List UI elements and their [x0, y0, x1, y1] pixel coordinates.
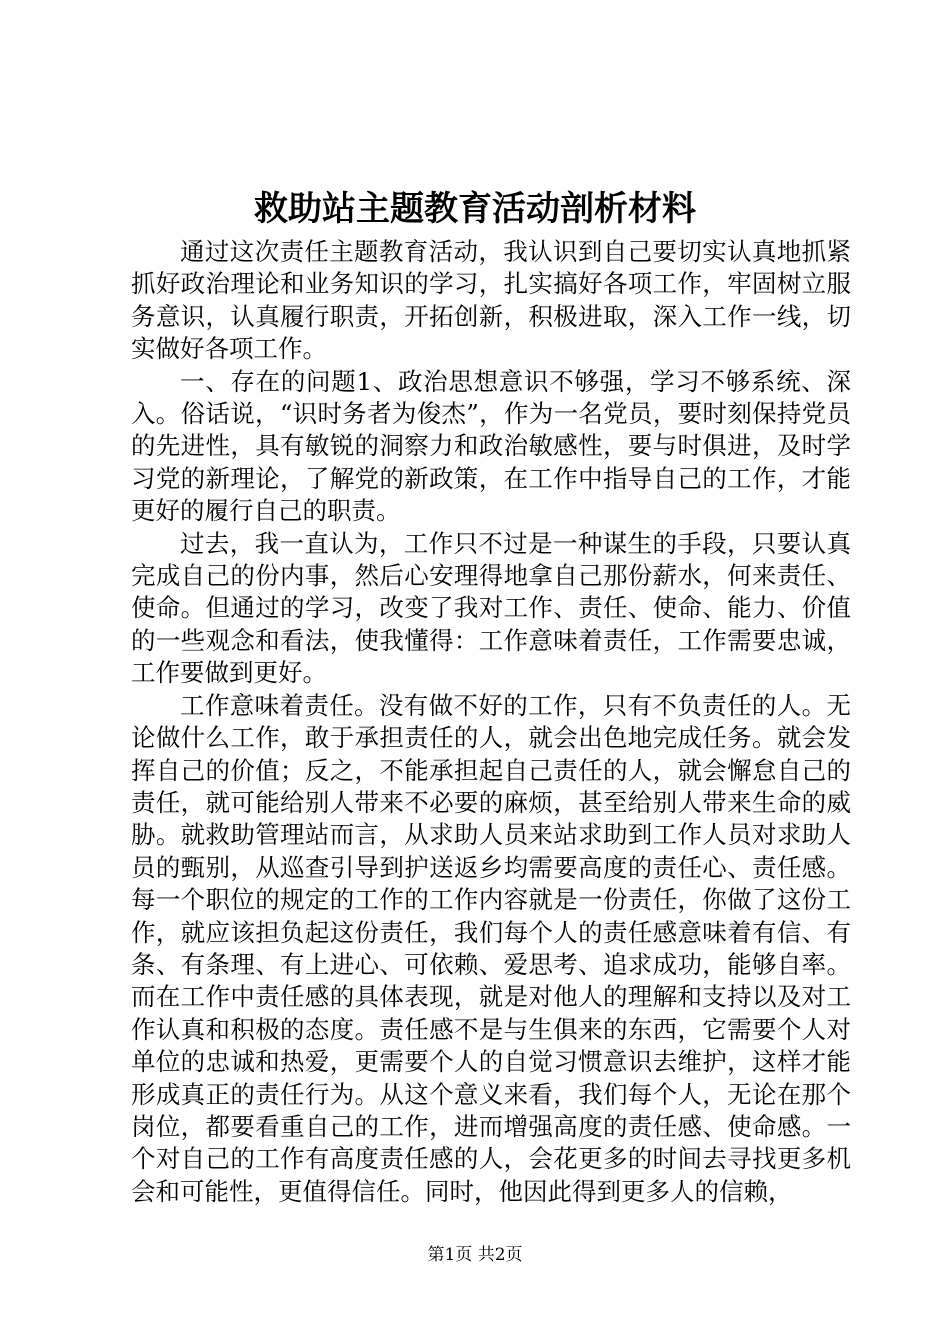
paragraph-intro: 通过这次责任主题教育活动，我认识到自己要切实认真地抓紧抓好政治理论和业务知识的学习，扎实搞好各项工作，牢固树立服务意识，认真履行职责，开拓创新，积极进取，深入工作一线，切实做好各项工作。 — [131, 237, 851, 364]
document-title: 救助站主题教育活动剖析材料 — [254, 189, 696, 229]
page-number-footer: 第1页 共2页 — [427, 1245, 523, 1265]
paragraph-past: 过去，我一直认为，工作只不过是一种谋生的手段，只要认真完成自己的份内事，然后心安理得地拿自己那份薪水，何来责任、使命。但通过的学习，改变了我对工作、责任、使命、能力、价值的一些观念和看法，使我懂得：工作意味着责任，工作需要忠诚，工作要做到更好。 — [131, 528, 851, 688]
paragraph-problems: 一、存在的问题1、政治思想意识不够强，学习不够系统、深入。俗话说，“识时务者为俊杰”，作为一名党员，要时刻保持党员的先进性，具有敏锐的洞察力和政治敏感性，要与时俱进，及时学习党的新理论，了解党的新政策，在工作中指导自己的工作，才能更好的履行自己的职责。 — [131, 366, 851, 526]
paragraph-responsibility: 工作意味着责任。没有做不好的工作，只有不负责任的人。无论做什么工作，敢于承担责任的人，就会出色地完成任务。就会发挥自己的价值；反之，不能承担起自己责任的人，就会懈怠自己的责任，就可能给别人带来不必要的麻烦，甚至给别人带来生命的威胁。就救助管理站而言，从求助人员来站求助到工作人员对求助人员的甄别，从巡查引导到护送返乡均需要高度的责任心、责任感。每一个职位的规定的工作的工作内容就是一份责任，你做了这份工作，就应该担负起这份责任，我们每个人的责任感意味着有信、有条、有条理、有上进心、可依赖、爱思考、追求成功，能够自率。而在工作中责任感的具体表现，就是对他人的理解和支持以及对工作认真和积极的态度。责任感不是与生俱来的东西，它需要个人对单位的忠诚和热爱，更需要个人的自觉习惯意识去维护，这样才能形成真正的责任行为。从这个意义来看，我们每个人，无论在那个岗位，都要看重自己的工作，进而增强高度的责任感、使命感。一个对自己的工作有高度责任感的人，会花更多的时间去寻找更多机会和可能性，更值得信任。同时，他因此得到更多人的信赖， — [131, 690, 851, 1206]
document-body — [131, 236, 851, 1208]
